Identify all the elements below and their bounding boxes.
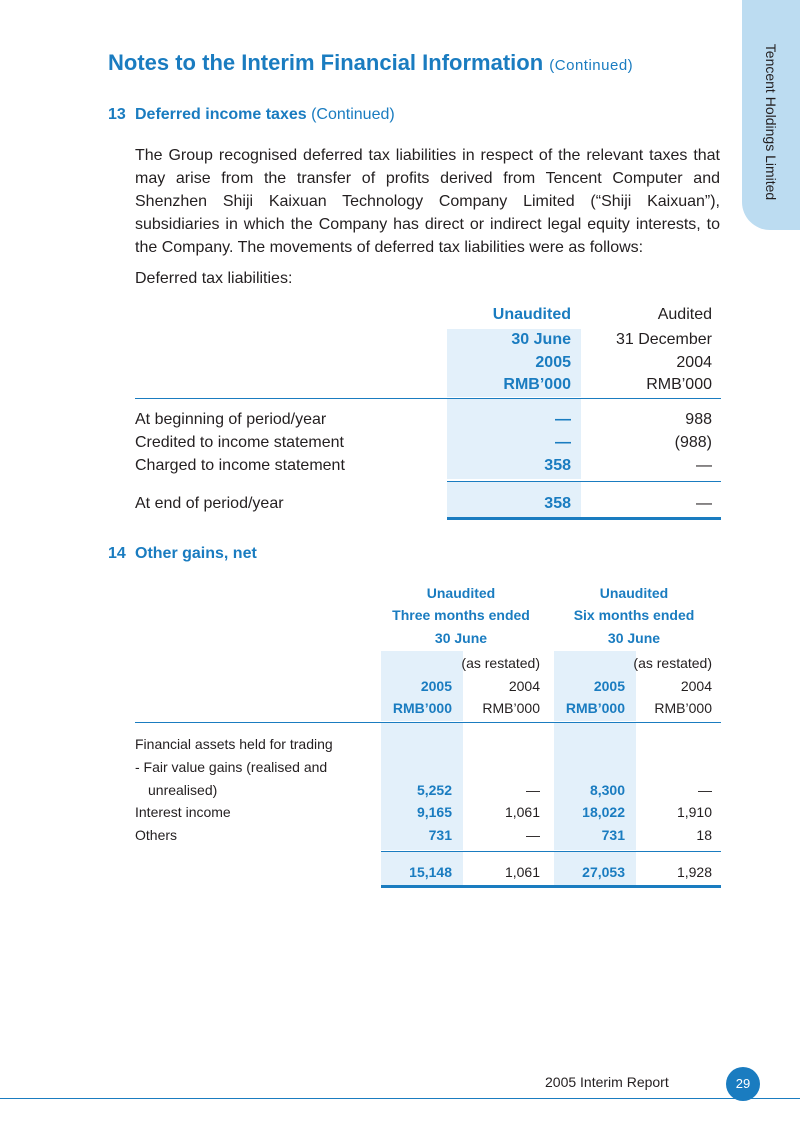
t2-total-value: 1,061 [504,864,540,880]
table1-subtotal-rule [447,481,721,482]
t2-group1-date: 30 June [434,630,488,646]
table2-header-rule [135,722,721,723]
section-14-number: 14 [108,545,126,562]
t1-col1-status: Unaudited [492,306,571,323]
t1-row-value-2005: — [555,411,571,428]
section-13-title: Deferred income taxes [135,106,307,123]
t2-row-value: — [526,827,540,843]
t2-col4-restated: (as restated) [633,655,712,671]
t1-row-value-2004: 988 [685,411,712,428]
t2-row-value: 1,910 [676,804,712,820]
t1-total-label: At end of period/year [135,495,284,512]
section-13-continued: (Continued) [311,106,395,123]
t2-total-value: 1,928 [676,864,712,880]
t1-row-value-2005: — [555,434,571,451]
t1-total-value-2004: — [696,495,712,512]
t2-row-value: — [698,782,712,798]
table1-header-rule [135,398,721,399]
t2-row-label: - Fair value gains (realised and [135,759,328,775]
t2-row-value: 9,165 [416,804,452,820]
section-13-number: 13 [108,106,126,123]
section-13-heading [108,106,395,124]
t1-col2-year: 2004 [676,354,712,371]
t1-row-label: Charged to income statement [135,457,345,474]
t2-col3-year: 2005 [593,678,625,694]
t1-row-value-2004: — [696,457,712,474]
t2-row-label: Others [135,827,178,843]
t2-row-value: 1,061 [504,804,540,820]
t2-col2-restated: (as restated) [461,655,540,671]
page-title [108,50,633,76]
t2-row-label: Financial assets held for trading [135,736,333,752]
t1-col2-unit: RMB’000 [646,376,712,393]
page-number: 29 [726,1067,760,1101]
side-tab [742,0,800,230]
t2-group2-date: 30 June [607,630,661,646]
footer-rule [0,1098,800,1099]
t2-group2-period: Six months ended [573,607,695,623]
t2-col2-year: 2004 [508,678,540,694]
t2-row-value: — [526,782,540,798]
t2-group1-status: Unaudited [426,585,496,601]
section-13-paragraph: The Group recognised deferred tax liabilities in respect of the relevant taxes that may arise from the transfer of profits derived from Tencent Computer and Shenzhen Shiji Kaixuan Technology Company Limited (“Shiji Kaixuan”), subsidiaries in which the Company has direct or indirect legal equity interests, to the Company. The movements of deferred tax liabilities were as follows: [135,147,720,256]
t2-row-label: Interest income [135,804,231,820]
t1-total-value-2005: 358 [544,495,571,512]
t2-row-value: 8,300 [589,782,625,798]
table2-total-rule [381,885,721,888]
t2-group1-period: Three months ended [392,607,530,623]
t2-row-value: 18,022 [582,804,625,820]
footer-report-name: 2005 Interim Report [545,1074,669,1090]
table1-total-rule [447,517,721,520]
t1-col2-status: Audited [657,306,712,323]
t2-total-value: 27,053 [582,864,625,880]
t2-row-value: 5,252 [416,782,452,798]
t2-row-value: 731 [601,827,625,843]
t2-col4-unit: RMB’000 [654,700,712,716]
page-title-text: Notes to the Interim Financial Information [108,50,544,75]
t1-row-label: At beginning of period/year [135,411,327,428]
t1-col2-date: 31 December [615,331,712,348]
t1-col1-date: 30 June [511,331,571,348]
deferred-tax-subheading: Deferred tax liabilities: [135,270,293,287]
t2-group2-status: Unaudited [599,585,669,601]
t1-row-value-2005: 358 [544,457,571,474]
t1-col1-unit: RMB’000 [503,376,571,393]
t2-col3-unit: RMB’000 [565,700,625,716]
side-tab-label: Tencent Holdings Limited [763,43,779,201]
page-title-continued: (Continued) [549,57,634,74]
t1-row-value-2004: (988) [674,434,712,451]
t2-row-value: 18 [696,827,712,843]
t1-row-label: Credited to income statement [135,434,344,451]
section-14-title: Other gains, net [135,545,257,562]
t2-total-value: 15,148 [409,864,452,880]
t2-row-value: 731 [428,827,452,843]
t2-col1-unit: RMB’000 [392,700,452,716]
t2-col1-year: 2005 [420,678,452,694]
section-14-heading [108,545,257,563]
table2-subtotal-rule [381,851,721,852]
t2-col4-year: 2004 [680,678,712,694]
t2-row-label: unrealised) [148,782,218,798]
t1-col1-year: 2005 [535,354,571,371]
t2-col2-unit: RMB’000 [482,700,540,716]
